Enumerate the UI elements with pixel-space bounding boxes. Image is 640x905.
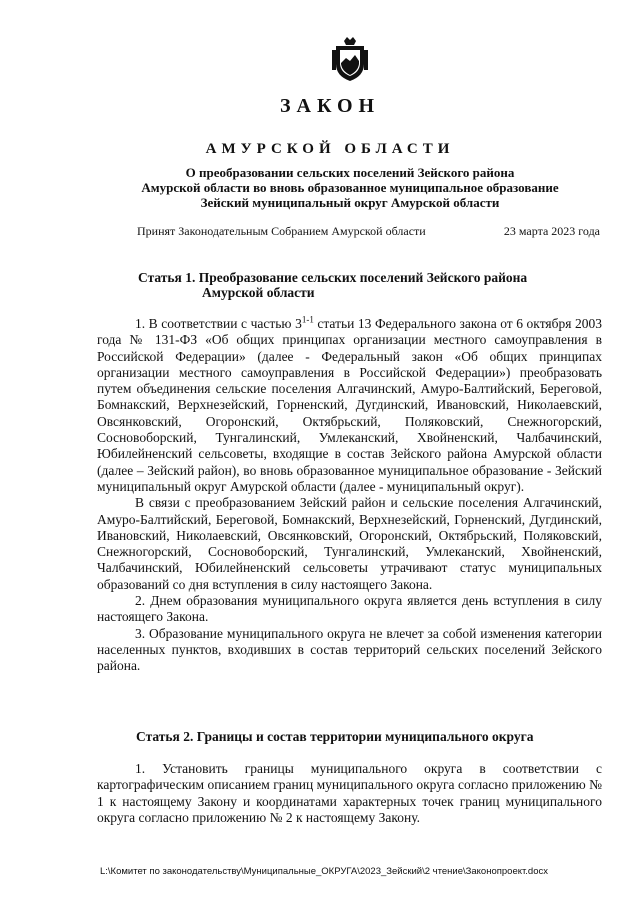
law-title: ЗАКОН (279, 95, 381, 117)
paragraph-text: 1. В соответствии с частью 3 (135, 316, 302, 331)
paragraph: В связи с преобразованием Зейский район и сельские поселения Алгачинский, Амуро-Балтийский, Береговой, Бомнакский, Верхнезейский, Горненский, Дугдинский, Ивановский, Николаевский, Овсянковский, Огоронский, Октябрьский, Поляковский, Снежногорский, Сосновоборский, Тунгалинский, Умлеканский, Хвойненский, Чалбачинский, Юбилейненский сельсоветы утрачивают статус муниципальных образований со дня вступления в силу настоящего Закона. (97, 495, 602, 592)
law-subject (60, 165, 640, 210)
paragraph: 2. Днем образования муниципального округа является день вступления в силу настоящего Закона. (97, 593, 602, 625)
heading-line: Статья 1. Преобразование сельских поселений Зейского района (138, 270, 528, 285)
superscript: 1-1 (301, 314, 314, 325)
heading-line: Амурской области (202, 285, 315, 300)
article-1-heading (138, 270, 527, 300)
file-path-footer: L:\Комитет по законодательству\Муниципальные_ОКРУГА\2023_Зейский\2 чтение\Законопроект.docx (100, 866, 548, 877)
article-2-body (97, 761, 602, 826)
region-title: АМУРСКОЙ ОБЛАСТИ (205, 141, 455, 157)
article-1-body (97, 316, 602, 675)
subject-line: О преобразовании сельских поселений Зейского района (185, 165, 515, 180)
subject-line: Зейский муниципальный округ Амурской области (200, 195, 500, 210)
adopted-date: 23 марта 2023 года (503, 224, 600, 238)
paragraph: 1. Установить границы муниципального округа в соответствии с картографическим описанием границ муниципального округа согласно приложению № 1 к настоящему Закону и координатами характерных точек границ муниципального округа согласно приложению № 2 к настоящему Закону. (97, 761, 602, 825)
coat-of-arms-icon (330, 36, 370, 82)
adopted-by: Принят Законодательным Собранием Амурской области (137, 224, 426, 238)
article-2-heading: Статья 2. Границы и состав территории муниципального округа (136, 729, 534, 744)
paragraph-text: статьи 13 Федерального закона от 6 октября 2003 года № 131-ФЗ «Об общих принципах организации местного самоуправления в Российской Федерации» (далее - Федеральный закон «Об общих принципах организации местного самоуправления в Российской Федерации») преобразовать путем объединения сельские поселения Алгачинский, Амуро-Балтийский, Береговой, Бомнакский, Верхнезейский, Горненский, Дугдинский, Ивановский, Николаевский, Овсянковский, Огоронский, Октябрьский, Поляковский, Снежногорский, Сосновоборский, Тунгалинский, Умлеканский, Хвойненский, Чалбачинский, Юбилейненский сельсоветы, входящие в состав Зейского района Амурской области (далее – Зейский район), во вновь образованное муниципальное образование - Зейский муниципальный округ Амурской области (далее - муниципальный округ). (97, 316, 602, 494)
paragraph: 3. Образование муниципального округа не влечет за собой изменения категории населенных пунктов, входивших в состав территорий сельских поселений Зейского района. (97, 625, 602, 674)
paragraph (97, 316, 602, 495)
adoption-line (137, 224, 600, 239)
subject-line: Амурской области во вновь образованное муниципальное образование (141, 180, 559, 195)
